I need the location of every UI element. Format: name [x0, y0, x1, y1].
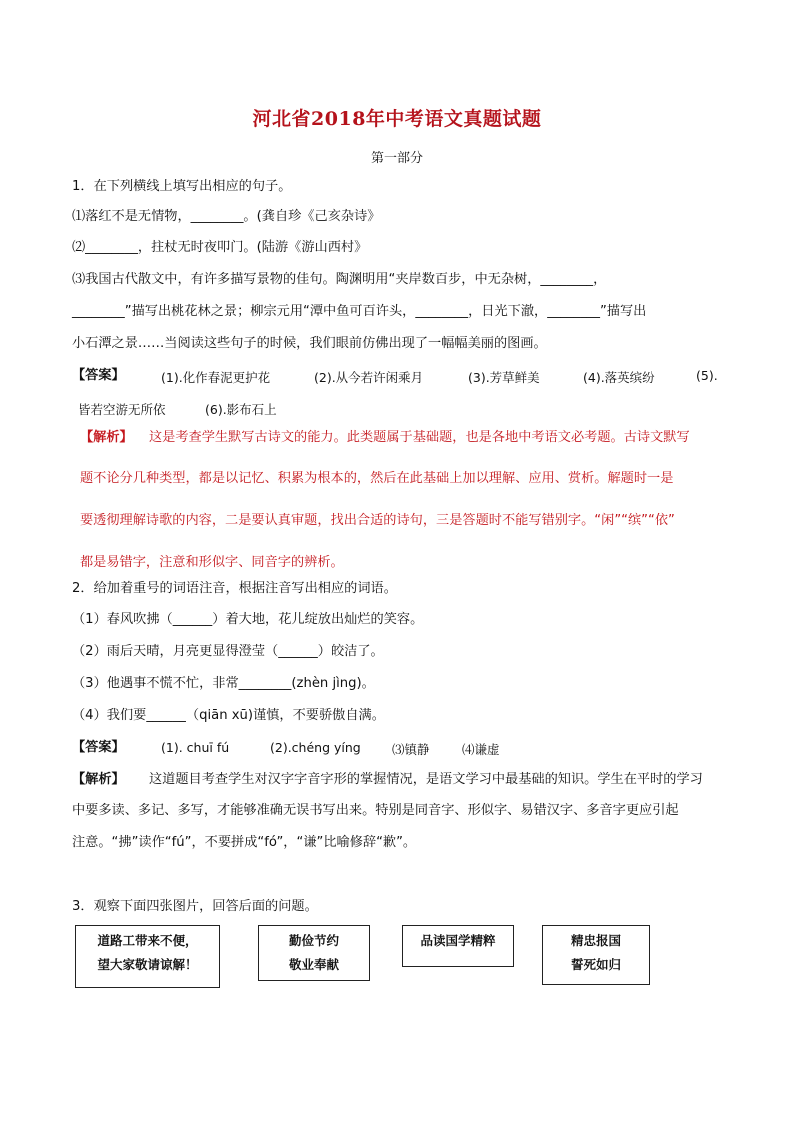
q2-analysis-line-2: 中要多读、多记、多写，才能够准确无误书写出来。特别是同音字、形似字、易错汉字、多音字更应引起: [72, 803, 679, 818]
q1-line-5: 小石潭之景……当阅读这些句子的时候，我们眼前仿佛出现了一幅幅美丽的图画。: [72, 336, 547, 351]
q2-line-1: （1）春风吹拂（______）着大地，花儿绽放出灿烂的笑容。: [72, 612, 424, 627]
q1-stem: 1．在下列横线上填写出相应的句子。: [72, 179, 292, 194]
q2-line-2: （2）雨后天晴，月亮更显得澄莹（______）皎洁了。: [72, 644, 384, 659]
q1-analysis-label: 【解析】: [80, 430, 133, 445]
sign-road-work-line-1: 道路工带来不便，: [97, 933, 198, 948]
q1-answer-6: (6).影布石上: [205, 402, 277, 417]
sign-patriotism-line-2: 誓死如归: [570, 957, 621, 972]
q1-line-2: ⑵________，拄杖无时夜叩门。(陆游《游山西村》: [72, 240, 368, 255]
q2-line-3: （3）他遇事不慌不忙，非常________(zhèn jìng)。: [72, 676, 375, 691]
q2-answer-label: 【答案】: [72, 740, 125, 755]
page-title: 河北省2018年中考语文真题试题: [252, 108, 542, 130]
q2-answer-3: ⑶镇静: [392, 742, 430, 757]
q1-line-4: ________”描写出桃花林之景；柳宗元用“潭中鱼可百许头，________，日光下澈，________”描写出: [72, 304, 647, 319]
q2-answer-2: (2).chéng yíng: [270, 740, 361, 755]
q1-answer-3: (3).芳草鲜美: [468, 370, 540, 385]
sign-patriotism-line-1: 精忠报国: [570, 933, 621, 948]
sign-road-work-line-2: 望大家敬请谅解！: [97, 957, 198, 972]
q1-analysis-line-4: 都是易错字，注意和形似字、同音字的辨析。: [80, 555, 344, 570]
q1-analysis-line-1: 这是考查学生默写古诗文的能力。此类题属于基础题，也是各地中考语文必考题。古诗文默写: [149, 430, 690, 445]
sign-thrift-line-1: 勤俭节约: [288, 933, 339, 948]
q1-answer-5-num: (5).: [696, 368, 718, 383]
sign-road-work: [75, 925, 220, 988]
q3-stem: 3．观察下面四张图片，回答后面的问题。: [72, 899, 318, 914]
q2-answer-1: (1). chuī fú: [161, 740, 230, 755]
q2-analysis-label: 【解析】: [72, 772, 125, 787]
q1-analysis-line-2: 题不论分几种类型，都是以记忆、积累为根本的，然后在此基础上加以理解、应用、赏析。解题时一是: [80, 471, 674, 486]
section-heading: 第一部分: [370, 151, 423, 166]
sign-thrift-line-2: 敬业奉献: [288, 957, 339, 972]
q1-analysis-line-3: 要透彻理解诗歌的内容，二是要认真审题，找出合适的诗句，三是答题时不能写错别字。“闲”“缤”“依”: [80, 513, 675, 528]
q2-analysis-line-1: 这道题目考查学生对汉字字音字形的掌握情况，是语文学习中最基础的知识。学生在平时的学习: [149, 772, 703, 787]
sign-thrift: [258, 925, 370, 981]
sign-patriotism: [542, 925, 650, 985]
sign-classics-line-1: 品读国学精粹: [420, 933, 496, 948]
q1-answer-label: 【答案】: [72, 368, 125, 383]
q1-answer-1: (1).化作春泥更护花: [161, 370, 271, 385]
q1-line-1: ⑴落红不是无情物，________。(龚自珍《己亥杂诗》: [72, 209, 381, 224]
q1-answer-2: (2).从今若许闲乘月: [314, 370, 424, 385]
q1-answer-5-text: 皆若空游无所依: [78, 402, 166, 417]
q1-answer-4: (4).落英缤纷: [583, 370, 655, 385]
q2-analysis-line-3: 注意。“拂”读作“fú”，不要拼成“fó”，“谦”比喻修辞“歉”。: [72, 835, 417, 850]
sign-classics: [402, 925, 514, 967]
q1-line-3: ⑶我国古代散文中，有许多描写景物的佳句。陶渊明用“夹岸数百步，中无杂树，________，: [72, 272, 607, 287]
q2-answer-4: ⑷谦虚: [462, 742, 500, 757]
q2-stem: 2．给加着重号的词语注音，根据注音写出相应的词语。: [72, 581, 397, 596]
q2-line-4: （4）我们要______（qiān xū)谨慎，不要骄傲自满。: [72, 708, 385, 723]
